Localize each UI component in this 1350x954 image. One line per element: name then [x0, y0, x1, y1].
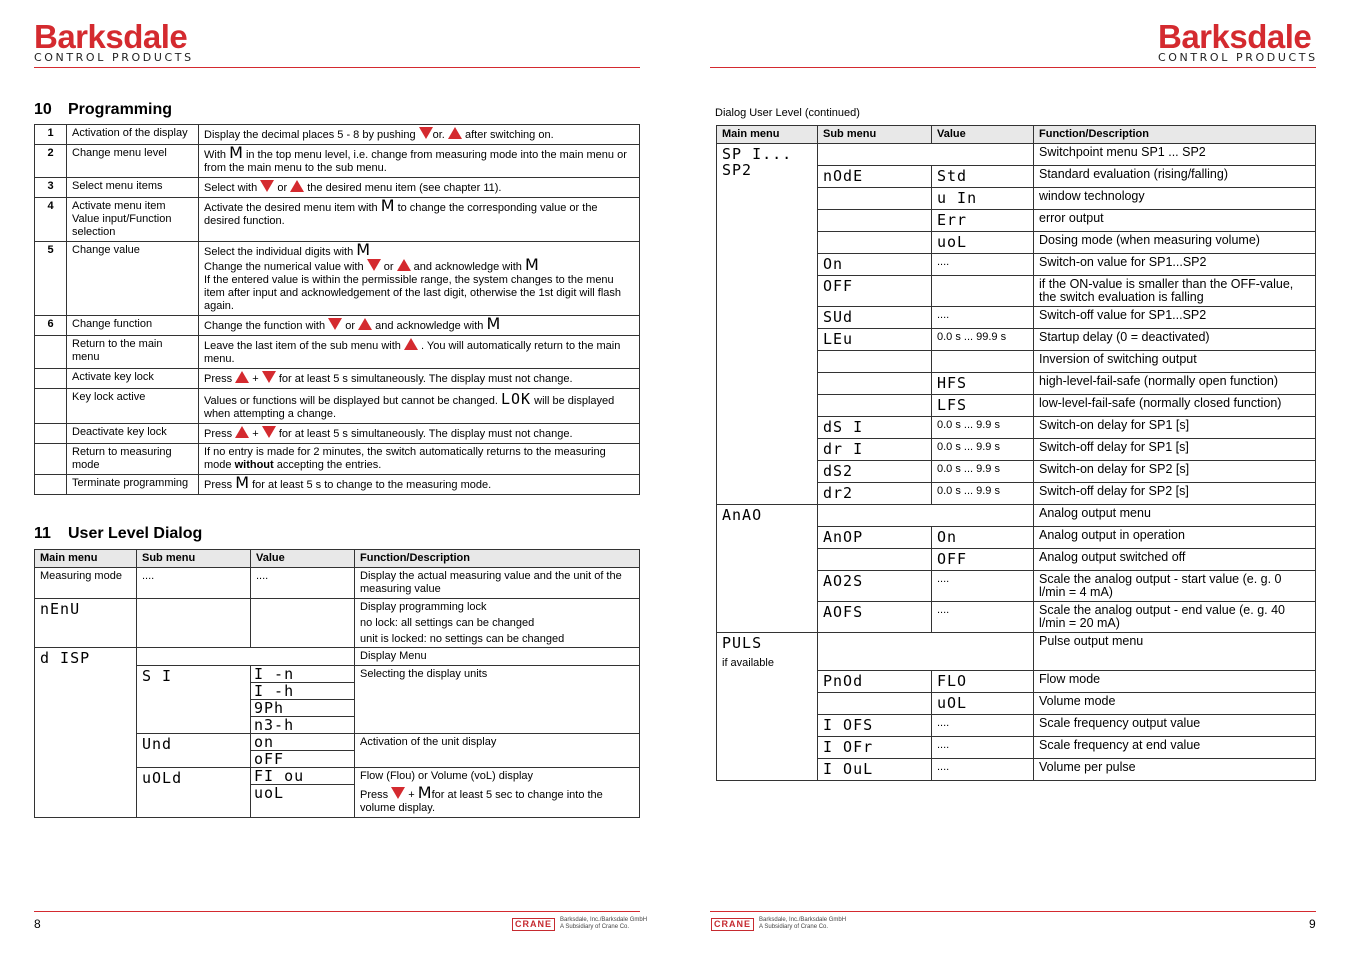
table-row: PnOd FLO Flow mode [717, 671, 1316, 693]
right-page [675, 0, 1350, 954]
table-row: PULS if available Pulse output menu [717, 633, 1316, 671]
table-row: dr2 0.0 s ... 9.9 s Switch-off delay for SP2 [s] [717, 483, 1316, 505]
table-row: 4 Activate menu item Value input/Function selection Activate the desired menu item with M to change the corresponding value or the desired function. [35, 198, 640, 242]
down-arrow-icon [419, 127, 433, 139]
up-arrow-icon [290, 180, 304, 192]
table-row: AOFS .... Scale the analog output - end value (e. g. 40 l/min = 20 mA) [717, 602, 1316, 633]
table-row: HFS high-level-fail-safe (normally open function) [717, 373, 1316, 395]
table-row: dS I 0.0 s ... 9.9 s Switch-on delay for SP1 [s] [717, 417, 1316, 439]
up-arrow-icon [235, 371, 249, 383]
m-key-icon: M [229, 143, 243, 162]
m-key-icon: M [380, 196, 395, 215]
table-caption: Dialog User Level (continued) [715, 107, 860, 119]
m-key-icon: M [524, 255, 539, 274]
header-divider [710, 67, 1316, 68]
down-arrow-icon [367, 259, 381, 271]
up-arrow-icon [448, 127, 462, 139]
m-key-icon: M [235, 473, 249, 492]
table-row: nEnU Display programming lock no lock: all settings can be changed unit is locked: no settings can be changed [35, 599, 640, 648]
table-row: SP I... SP2 Switchpoint menu SP1 ... SP2 [717, 144, 1316, 166]
table-row: 3 Select menu items Select with or the desired menu item (see chapter 11). [35, 178, 640, 198]
table-row: nOdE Std Standard evaluation (rising/falling) [717, 166, 1316, 188]
table-row: OFF if the ON-value is smaller than the OFF-value, the switch evaluation is falling [717, 276, 1316, 307]
crane-footer-logo: CRANE Barksdale, Inc./Barksdale GmbH A Subsidiary of Crane Co. [711, 917, 846, 931]
table-row: I OFS .... Scale frequency output value [717, 715, 1316, 737]
table-row: 5 Change value Select the individual digits with M Change the numerical value with or and acknowledge with M If the entered value is within the permissible range, the system changes to the menu item after input and acknowledgement of the last digit, otherwise the 1st digit will flash again. [35, 242, 640, 316]
table-row: Measuring mode .... .... Display the actual measuring value and the unit of the measuring value [35, 568, 640, 599]
barksdale-logo: Barksdale CONTROL PRODUCTS [1158, 18, 1318, 64]
table-row: I OuL .... Volume per pulse [717, 759, 1316, 781]
down-arrow-icon [260, 180, 274, 192]
table-row: Return to measuring mode If no entry is made for 2 minutes, the switch automatically returns to the measuring mode without accepting the entries. [35, 444, 640, 475]
table-row: dr I 0.0 s ... 9.9 s Switch-off delay for SP1 [s] [717, 439, 1316, 461]
section-10-heading: 10 Programming [34, 101, 173, 118]
footer-divider [710, 911, 1316, 912]
table-row: Terminate programming Press M for at least 5 s to change to the measuring mode. [35, 475, 640, 495]
footer-divider [34, 911, 640, 912]
m-key-icon: M [486, 314, 501, 333]
table-row: S I I -n I -h 9Ph n3-h Selecting the display units [35, 666, 640, 734]
table-row: uoL Dosing mode (when measuring volume) [717, 232, 1316, 254]
page-number: 9 [1309, 917, 1316, 931]
table-row: 2 Change menu level With M in the top menu level, i.e. change from measuring mode into the main menu or from the main menu to the sub menu. [35, 145, 640, 178]
up-arrow-icon [404, 338, 418, 350]
table-row: Err error output [717, 210, 1316, 232]
table-row: Inversion of switching output [717, 351, 1316, 373]
table-row: OFF Analog output switched off [717, 549, 1316, 571]
m-key-icon: M [417, 783, 432, 802]
header-divider [34, 67, 640, 68]
up-arrow-icon [358, 318, 372, 330]
up-arrow-icon [235, 426, 249, 438]
table-row: Key lock active Values or functions will be displayed but cannot be changed. LOK will be displayed when attempting a change. [35, 389, 640, 424]
table-row: SUd .... Switch-off value for SP1...SP2 [717, 307, 1316, 329]
up-arrow-icon [397, 259, 411, 271]
table-row: AnAO Analog output menu [717, 505, 1316, 527]
table-row: Deactivate key lock Press + for at least 5 s simultaneously. The display must not change. [35, 424, 640, 444]
down-arrow-icon [262, 371, 276, 383]
crane-footer-logo: CRANE Barksdale, Inc./Barksdale GmbH A Subsidiary of Crane Co. [512, 917, 647, 931]
table-row: On .... Switch-on value for SP1...SP2 [717, 254, 1316, 276]
user-level-table: Main menu Sub menu Value Function/Description Measuring mode .... .... Display the actual measuring value and the unit of the measuring value nEnU Display programming lock no lock: all settings can be changed unit is locked: no settings can be changed d ISP Display Menu S I I -n I -h 9Ph n3-h Selecting the display units Und on oFF Activation of the unit display uOLd FI ou uoL Flow (Flou) or Volume (voL) display Press + Mfor at least 5 sec to change into the volume display. [34, 549, 640, 818]
table-row: I OFr .... Scale frequency at end value [717, 737, 1316, 759]
down-arrow-icon [328, 318, 342, 330]
page-number: 8 [34, 917, 41, 931]
table-row: LEu 0.0 s ... 99.9 s Startup delay (0 = deactivated) [717, 329, 1316, 351]
table-row: 6 Change function Change the function with or and acknowledge with M [35, 316, 640, 336]
table-row: dS2 0.0 s ... 9.9 s Switch-on delay for SP2 [s] [717, 461, 1316, 483]
dialog-user-level-table: Main menu Sub menu Value Function/Description SP I... SP2 Switchpoint menu SP1 ... SP2 nOdE Std Standard evaluation (rising/falling) u In window technology Err error output uoL Dosing mode (when measuring volume) On .... Switch-on value for SP1...SP2 OFF if the ON-value is smaller than the OFF-value, the switch evaluation is falling SUd .... Switch-off value for SP1...SP2 LEu 0.0 s ... 99.9 s Startup delay (0 = deactivated) Inversion of switching output HFS high-level-fail-safe (normally open function) LFS low-level-fail-safe (normally closed function) dS I 0.0 s ... 9.9 s Switch-on delay for SP1 [s] dr I 0.0 s ... 9.9 s Switch-off delay for SP1 [s] dS2 0.0 s ... 9.9 s Switch-on delay for SP2 [s] dr2 0.0 s ... 9.9 s Switch-off delay for SP2 [s] AnAO Analog output menu AnOP On Analog output in operation OFF Analog output switched off AO2S .... Scale the analog output - start value (e. g. 0 l/min = 4 mA) AOFS .... Scale the analog output - end value (e. g. 40 l/min = 20 mA) PULS if available Pulse output menu PnOd FLO Flow mode uOL Volume mode I OFS .... Scale frequency output value I OFr .... Scale frequency at end value I OuL .... Volume per pulse [716, 125, 1316, 781]
table-row: u In window technology [717, 188, 1316, 210]
table-row: 1 Activation of the display Display the decimal places 5 - 8 by pushing or. after switching on. [35, 125, 640, 145]
table-row: Und on oFF Activation of the unit display [35, 734, 640, 768]
table-row: uOLd FI ou uoL Flow (Flou) or Volume (voL) display Press + Mfor at least 5 sec to change into the volume display. [35, 768, 640, 818]
barksdale-logo: Barksdale CONTROL PRODUCTS [34, 18, 194, 64]
table-row: AnOP On Analog output in operation [717, 527, 1316, 549]
table-row: AO2S .... Scale the analog output - start value (e. g. 0 l/min = 4 mA) [717, 571, 1316, 602]
table-row: d ISP Display Menu [35, 648, 640, 666]
down-arrow-icon [262, 426, 276, 438]
m-key-icon: M [356, 240, 371, 259]
programming-table [34, 124, 640, 495]
down-arrow-icon [391, 787, 405, 799]
table-row: Return to the main menu Leave the last item of the sub menu with . You will automatically return to the main menu. [35, 336, 640, 369]
table-row: LFS low-level-fail-safe (normally closed function) [717, 395, 1316, 417]
section-11-heading: 11 User Level Dialog [34, 525, 203, 542]
table-row: Activate key lock Press + for at least 5 s simultaneously. The display must not change. [35, 369, 640, 389]
table-row: uOL Volume mode [717, 693, 1316, 715]
